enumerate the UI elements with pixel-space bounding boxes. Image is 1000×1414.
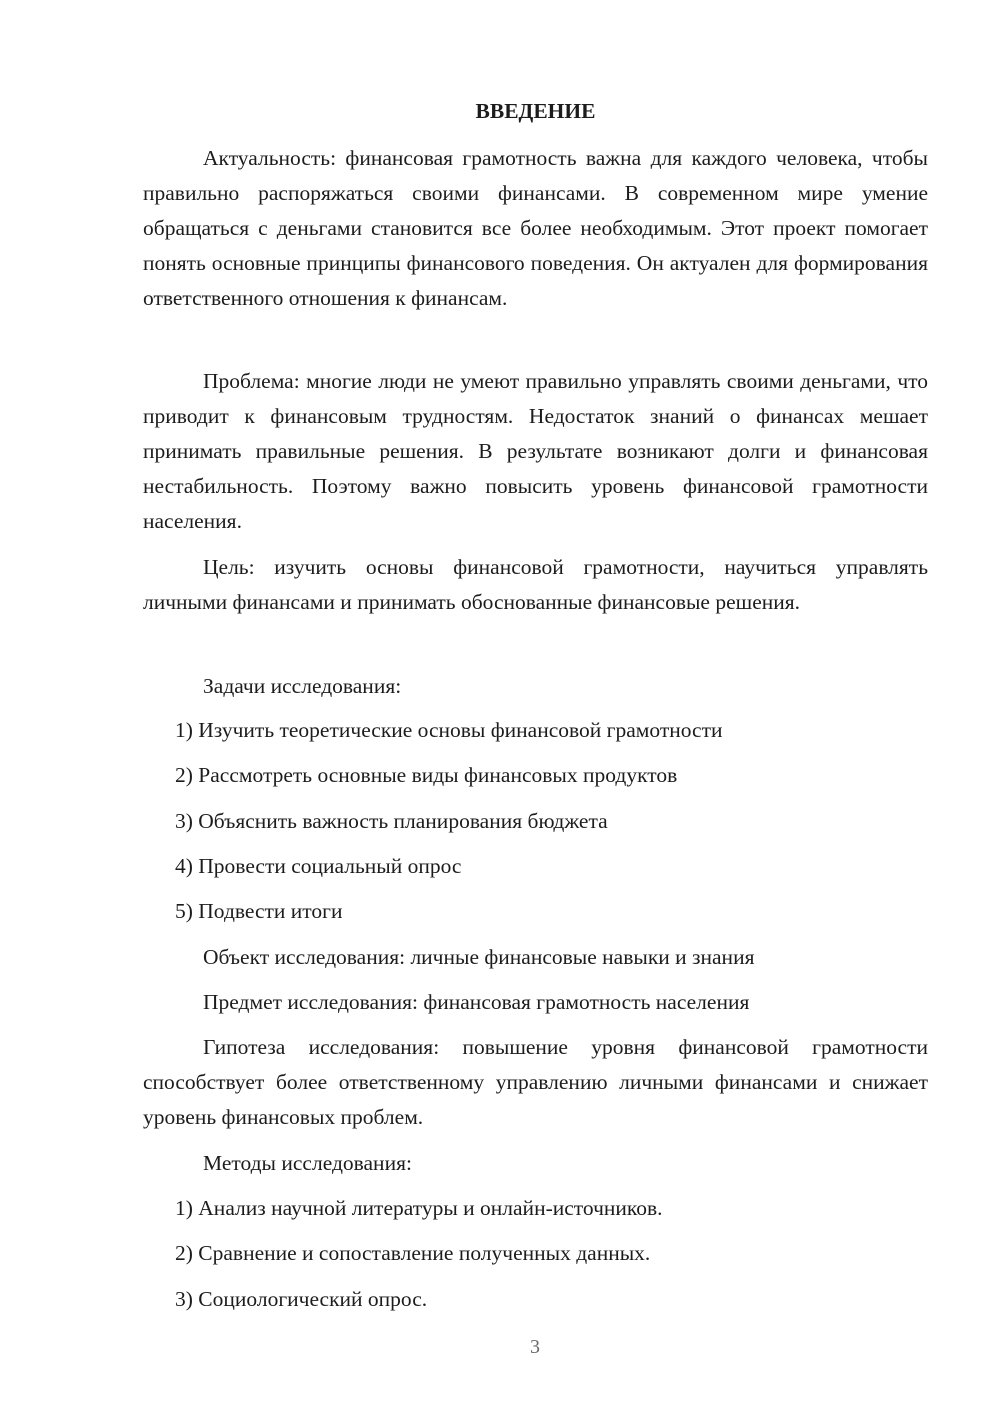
task-item: 4) Провести социальный опрос (175, 854, 462, 878)
problem-paragraph: Проблема: многие люди не умеют правильно управлять своими деньгами, что приводит к финансовым трудностям. Недостаток знаний о финансах мешает принимать правильные решения. В результате возникают долги и финансовая нестабильность. Поэтому важно повысить уровень финансовой грамотности населения. (143, 369, 928, 533)
methods-title: Методы исследования: (203, 1151, 412, 1175)
tasks-title: Задачи исследования: (203, 674, 402, 698)
research-object: Объект исследования: личные финансовые навыки и знания (203, 945, 755, 969)
relevance-paragraph: Актуальность: финансовая грамотность важна для каждого человека, чтобы правильно распоряжаться своими финансами. В современном мире умение обращаться с деньгами становится все более необходимым. Этот проект помогает понять основные принципы финансового поведения. Он актуален для формирования ответственного отношения к финансам. (143, 146, 928, 310)
task-item: 1) Изучить теоретические основы финансовой грамотности (175, 718, 723, 742)
research-subject: Предмет исследования: финансовая грамотность населения (203, 990, 750, 1014)
method-item: 2) Сравнение и сопоставление полученных данных. (175, 1241, 651, 1265)
task-item: 5) Подвести итоги (175, 899, 343, 923)
method-item: 1) Анализ научной литературы и онлайн-источников. (175, 1196, 663, 1220)
method-item: 3) Социологический опрос. (175, 1287, 428, 1311)
task-item: 3) Объяснить важность планирования бюджета (175, 809, 608, 833)
goal-paragraph: Цель: изучить основы финансовой грамотности, научиться управлять личными финансами и принимать обоснованные финансовые решения. (143, 555, 928, 614)
page-number: 3 (530, 1336, 540, 1358)
hypothesis-paragraph: Гипотеза исследования: повышение уровня финансовой грамотности способствует более ответственному управлению личными финансами и снижает уровень финансовых проблем. (143, 1035, 928, 1129)
task-item: 2) Рассмотреть основные виды финансовых продуктов (175, 763, 678, 787)
section-heading: ВВЕДЕНИЕ (475, 99, 596, 123)
